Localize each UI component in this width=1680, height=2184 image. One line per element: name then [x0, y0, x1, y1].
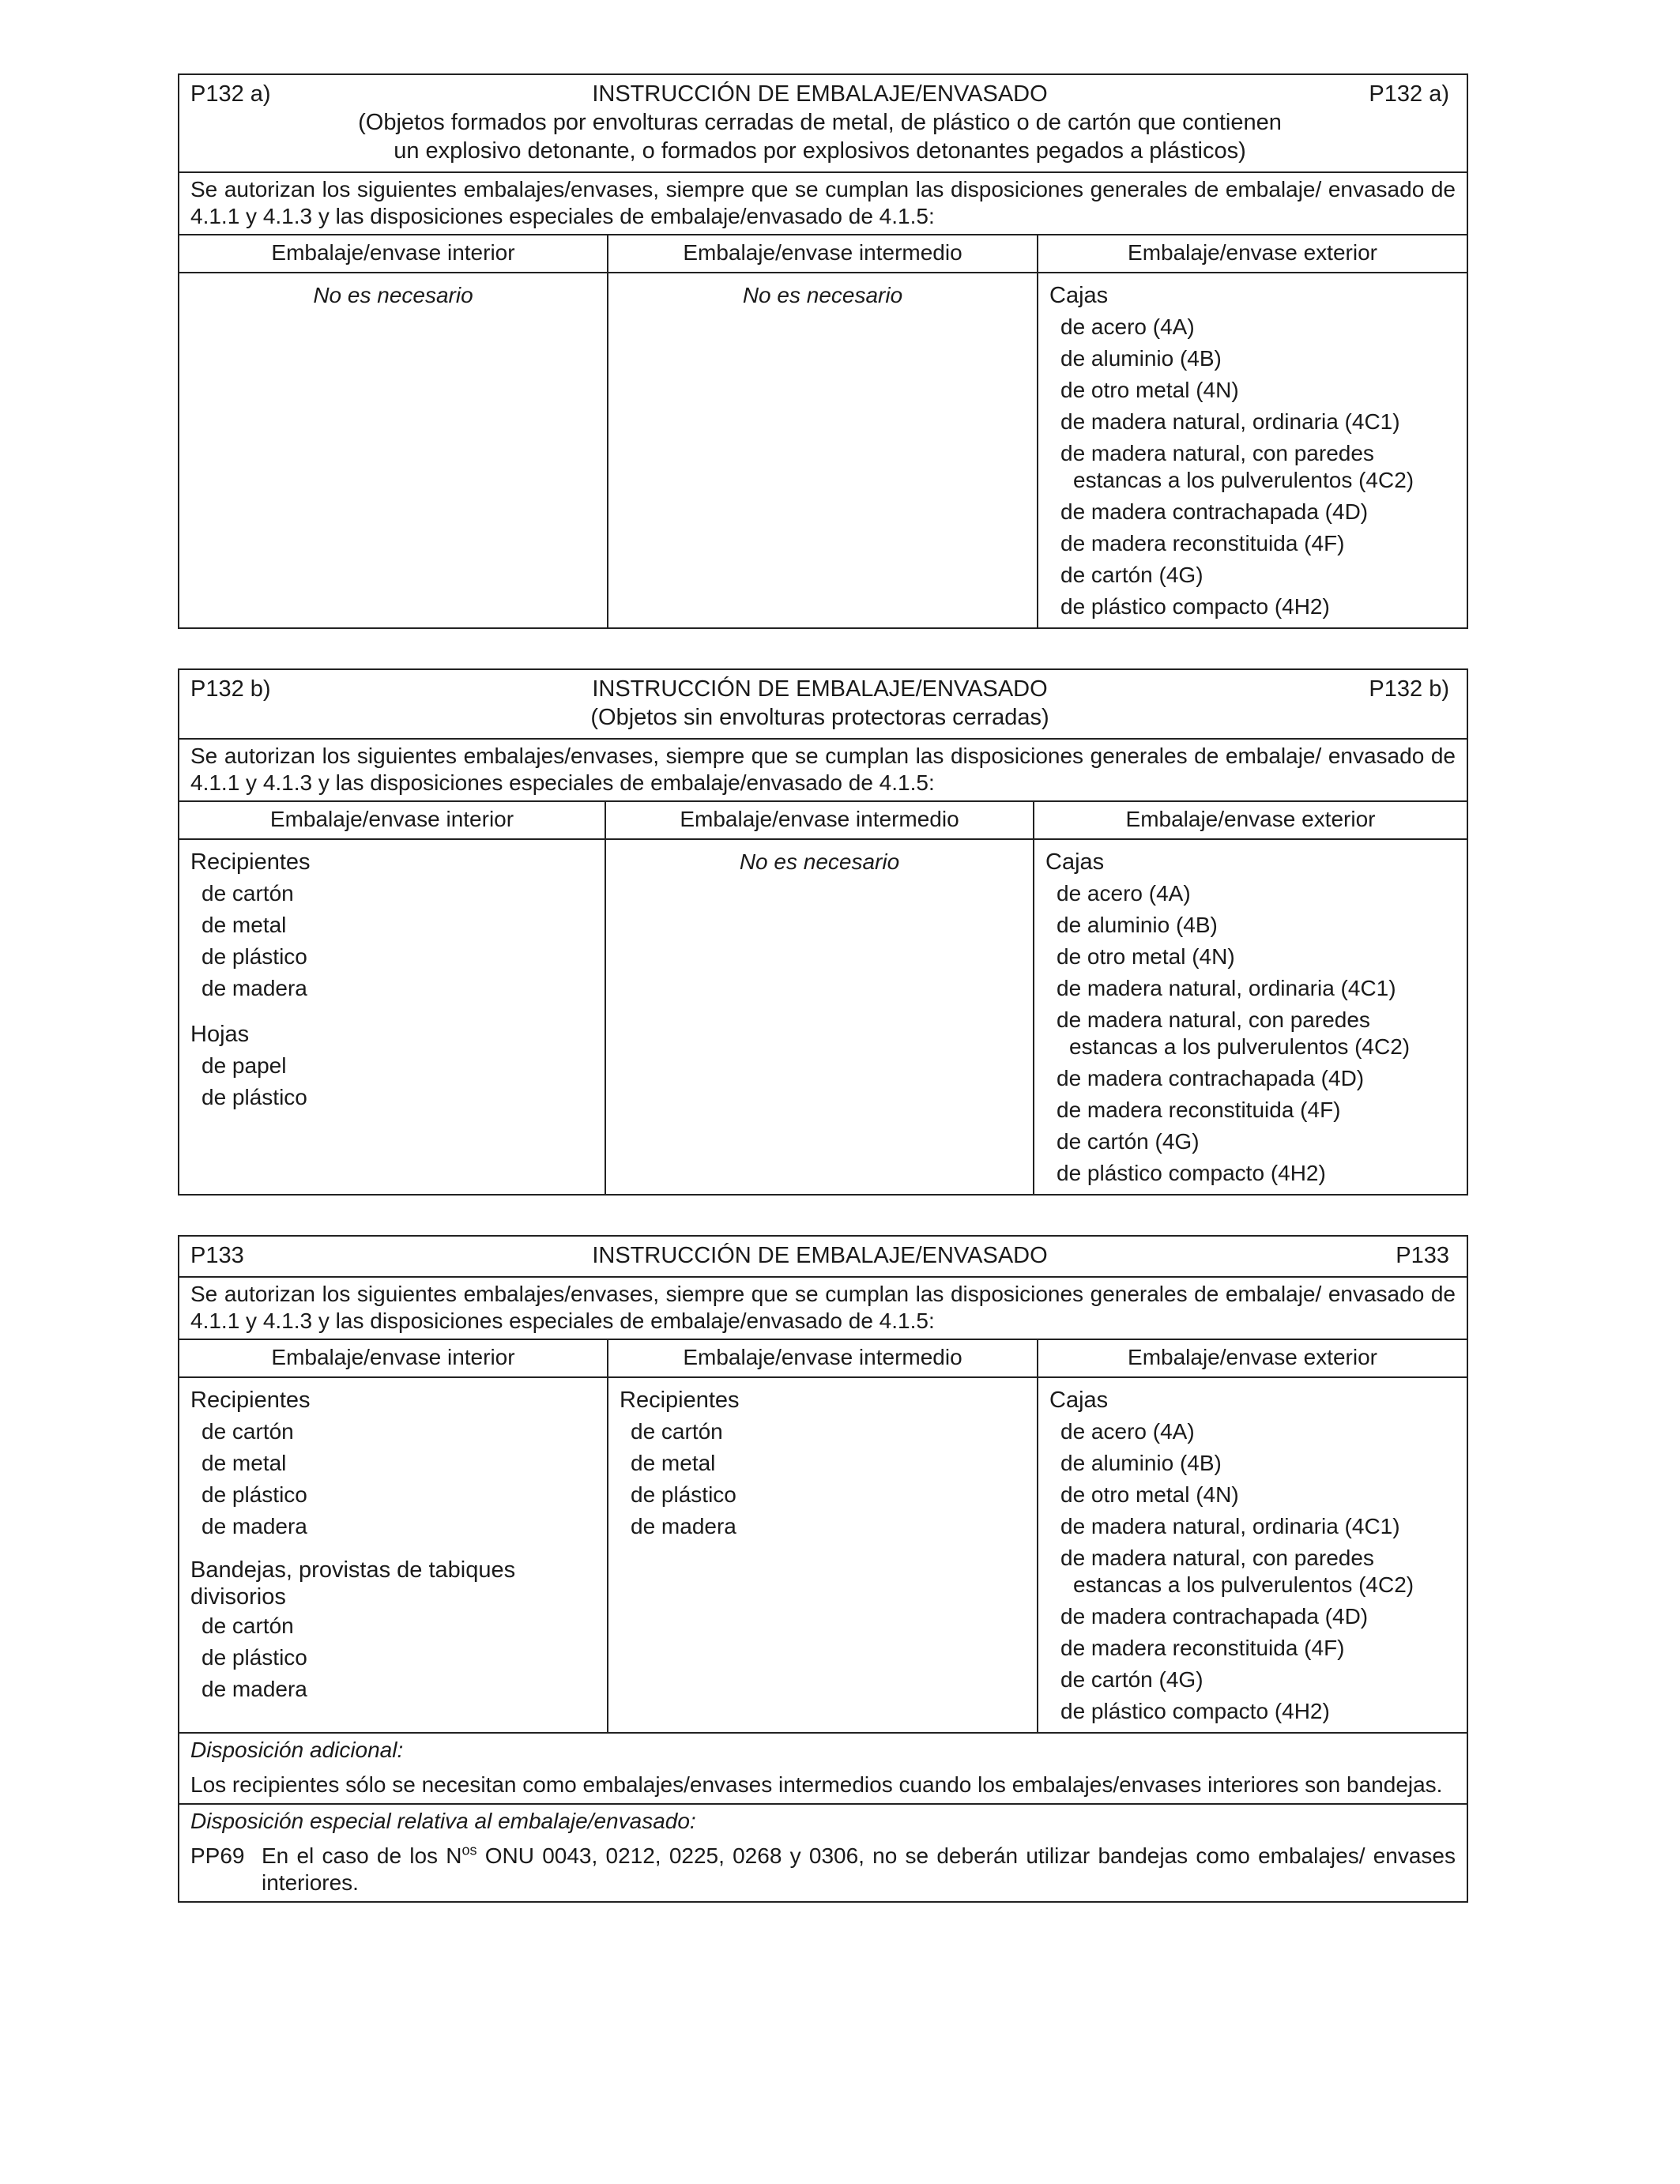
list-item: de aluminio (4B) [1060, 346, 1222, 371]
list-item: de plástico compacto (4H2) [1060, 594, 1330, 619]
list-item: de plástico compacto (4H2) [1057, 1161, 1326, 1185]
group-heading: Cajas [1049, 1388, 1109, 1413]
packaging-body [179, 273, 1467, 627]
authorization-text: Se autorizan los siguientes embalajes/envases, siempre que se cumplan las disposiciones generales de embalaje/ envasado de 4.1.1 y 4.1.3 y las disposiciones especiales de embalaje/envasado de 4.1.5: [179, 740, 1467, 802]
list-item: de madera [202, 976, 307, 1000]
column-headers [179, 802, 1467, 840]
instruction-subtitle-line: (Objetos formados por envolturas cerradas de metal, de plástico o de cartón que contienen [358, 110, 1282, 135]
list-item: de plástico [202, 1482, 307, 1507]
table-p132a [178, 73, 1468, 629]
special-provision-text-part: ONU 0043, 0212, 0225, 0268 y 0306, no se deberán utilizar bandejas como embalajes/ envases interiores. [262, 1843, 1456, 1895]
intermediate-column [606, 840, 1034, 1194]
group-heading: Recipientes [620, 1388, 740, 1413]
list-item: de madera natural, ordinaria (4C1) [1060, 1514, 1400, 1538]
list-item: de plástico [202, 1645, 307, 1670]
group-heading: Cajas [1049, 283, 1109, 308]
packaging-body [179, 1378, 1467, 1734]
list-item-line: de madera natural, con paredes [1060, 1546, 1374, 1570]
list-item: de madera [202, 1514, 307, 1538]
list-item: de acero (4A) [1060, 1419, 1195, 1444]
column-headers [179, 1340, 1467, 1378]
list-item: de madera reconstituida (4F) [1057, 1098, 1341, 1122]
additional-provision [179, 1734, 1467, 1805]
list-item [1045, 1007, 1456, 1060]
table-header [179, 1237, 1467, 1278]
header-intermediate: Embalaje/envase intermedio [606, 802, 1034, 838]
inner-not-required: No es necesario [313, 283, 473, 307]
intermediate-not-required: No es necesario [739, 849, 900, 874]
outer-column [1034, 840, 1467, 1194]
header-outer: Embalaje/envase exterior [1128, 240, 1377, 265]
group-heading: Bandejas, provistas de tabiques divisorios [190, 1557, 516, 1610]
instruction-code-left: P132 a) [190, 81, 271, 107]
header-intermediate: Embalaje/envase intermedio [608, 235, 1038, 272]
header-inner: Embalaje/envase interior [179, 235, 608, 272]
special-provision-text-part: En el caso de los N [262, 1843, 462, 1868]
list-item: de acero (4A) [1057, 881, 1191, 906]
list-item: de plástico [202, 1085, 307, 1109]
table-header [179, 670, 1467, 740]
list-item: de acero (4A) [1060, 314, 1195, 339]
list-item-line: estancas a los pulverulentos (4C2) [1073, 468, 1414, 492]
outer-column [1038, 1378, 1467, 1732]
special-provision-text [262, 1843, 1456, 1896]
list-item-line: estancas a los pulverulentos (4C2) [1073, 1572, 1414, 1597]
list-item: de plástico [631, 1482, 736, 1507]
list-item: de madera contrachapada (4D) [1060, 499, 1369, 524]
list-item [1049, 1545, 1456, 1598]
authorization-text: Se autorizan los siguientes embalajes/envases, siempre que se cumplan las disposiciones generales de embalaje/ envasado de 4.1.1 y 4.1.3 y las disposiciones especiales de embalaje/envasado de 4.1.5: [179, 173, 1467, 235]
list-item: de madera natural, ordinaria (4C1) [1057, 976, 1396, 1000]
list-item: de madera [202, 1677, 307, 1701]
instruction-code-left: P133 [190, 1243, 244, 1268]
list-item-line: estancas a los pulverulentos (4C2) [1069, 1034, 1411, 1059]
header-outer: Embalaje/envase exterior [1125, 807, 1376, 831]
list-item: de metal [202, 913, 287, 937]
authorization-text: Se autorizan los siguientes embalajes/envases, siempre que se cumplan las disposiciones generales de embalaje/ envasado de 4.1.1 y 4.1.3 y las disposiciones especiales de embalaje/envasado de 4.1.5: [179, 1278, 1467, 1340]
special-provision-code: PP69 [190, 1843, 245, 1868]
instruction-title: INSTRUCCIÓN DE EMBALAJE/ENVASADO [592, 676, 1048, 702]
instruction-title: INSTRUCCIÓN DE EMBALAJE/ENVASADO [592, 1243, 1048, 1268]
inner-column [179, 840, 606, 1194]
list-item: de otro metal (4N) [1060, 1482, 1239, 1507]
list-item: de otro metal (4N) [1057, 944, 1235, 969]
list-item: de metal [202, 1451, 287, 1475]
list-item: de plástico [202, 944, 307, 969]
group-heading: Hojas [190, 1022, 250, 1047]
instruction-code-left: P132 b) [190, 676, 271, 702]
superscript: os [461, 1842, 477, 1858]
list-item-line: de madera natural, con paredes [1057, 1007, 1370, 1032]
column-headers [179, 235, 1467, 273]
list-item: de cartón (4G) [1060, 563, 1203, 587]
header-outer: Embalaje/envase exterior [1128, 1345, 1377, 1369]
list-item: de madera natural, ordinaria (4C1) [1060, 409, 1400, 434]
table-p133 [178, 1235, 1468, 1903]
list-item: de cartón [202, 881, 294, 906]
packaging-body [179, 840, 1467, 1194]
list-item: de plástico compacto (4H2) [1060, 1699, 1330, 1723]
instruction-subtitle-line: un explosivo detonante, o formados por explosivos detonantes pegados a plásticos) [394, 138, 1246, 164]
intermediate-column [608, 1378, 1038, 1732]
list-item: de cartón [202, 1419, 294, 1444]
intermediate-not-required: No es necesario [742, 283, 903, 307]
list-item: de aluminio (4B) [1057, 913, 1218, 937]
list-item [1049, 440, 1456, 494]
instruction-code-right: P132 a) [1369, 81, 1449, 107]
special-provision-heading: Disposición especial relativa al embalaje/envasado: [190, 1809, 696, 1833]
intermediate-column [608, 273, 1038, 627]
group-heading: Recipientes [190, 849, 311, 875]
group-heading: Recipientes [190, 1388, 311, 1413]
list-item: de madera contrachapada (4D) [1060, 1604, 1369, 1629]
group-heading: Cajas [1045, 849, 1105, 875]
special-provision-item [190, 1843, 1456, 1896]
list-item: de cartón [631, 1419, 723, 1444]
list-item: de cartón (4G) [1057, 1129, 1200, 1154]
header-inner: Embalaje/envase interior [179, 1340, 608, 1376]
list-item: de metal [631, 1451, 716, 1475]
instruction-code-right: P133 [1396, 1243, 1449, 1268]
header-inner: Embalaje/envase interior [179, 802, 606, 838]
inner-column [179, 1378, 608, 1732]
table-p132b [178, 668, 1468, 1196]
list-item: de madera reconstituida (4F) [1060, 1636, 1345, 1660]
list-item: de otro metal (4N) [1060, 378, 1239, 402]
list-item-line: de madera natural, con paredes [1060, 441, 1374, 465]
outer-column [1038, 273, 1467, 627]
table-header [179, 75, 1467, 173]
instruction-title: INSTRUCCIÓN DE EMBALAJE/ENVASADO [592, 81, 1048, 107]
additional-provision-text: Los recipientes sólo se necesitan como embalajes/envases intermedios cuando los embalajes/envases interiores son bandejas. [190, 1772, 1443, 1797]
header-intermediate: Embalaje/envase intermedio [608, 1340, 1038, 1376]
list-item: de madera contrachapada (4D) [1057, 1066, 1365, 1090]
list-item: de madera [631, 1514, 736, 1538]
inner-column [179, 273, 608, 627]
list-item: de cartón [202, 1614, 294, 1638]
list-item: de aluminio (4B) [1060, 1451, 1222, 1475]
instruction-code-right: P132 b) [1369, 676, 1449, 702]
special-provision [179, 1805, 1467, 1901]
list-item: de papel [202, 1053, 287, 1078]
list-item: de madera reconstituida (4F) [1060, 531, 1345, 555]
list-item: de cartón (4G) [1060, 1667, 1203, 1692]
instruction-subtitle-line: (Objetos sin envolturas protectoras cerradas) [590, 705, 1049, 730]
additional-provision-heading: Disposición adicional: [190, 1738, 404, 1762]
